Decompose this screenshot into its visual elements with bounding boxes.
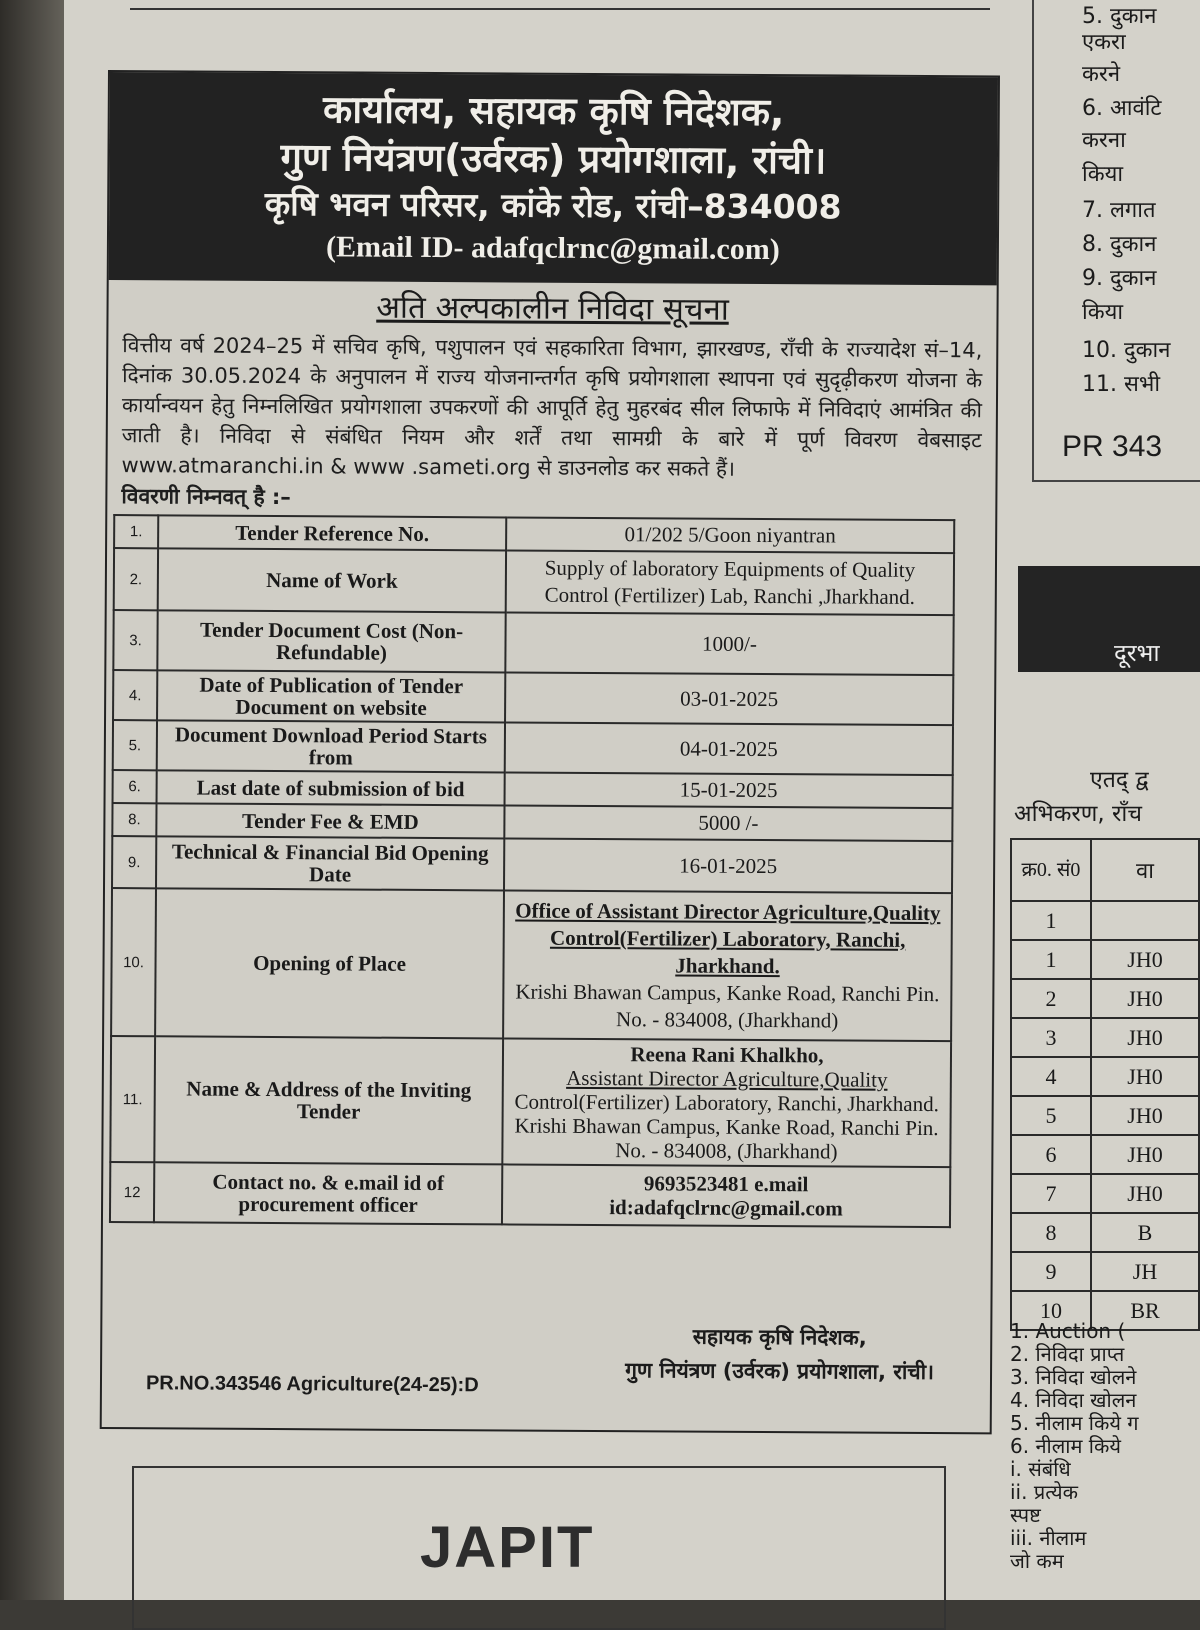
right-line: करना — [1082, 128, 1126, 153]
officer-designation: Assistant Director Agriculture,Quality — [566, 1065, 888, 1092]
intro-paragraph: वित्तीय वर्ष 2024–25 में सचिव कृषि, पशुपालन एवं सहकारिता विभाग, झारखण्ड, राँची के राज्यादेश सं–14, दिनांक 30.05.2024 के अनुपालन में राज्य योजनान्तर्गत कृषि प्रयोगशाला स्थापना एवं सुदृढ़ीकरण योजना के कार्यान्वयन हेतु निम्नलिखित प्रयोगशाला उपकरणों की आपूर्ति हेतु मुहरबंद सील लिफाफे में निविदाएं आमंत्रित की जाती है। निविदा से संबंधित नियम और शर्तें तथा सामग्री के बारे में पूर्ण विवरण वेबसाइट www.atmaranchi.in & www .sameti.org से डाउनलोड कर सकते हैं। — [121, 333, 983, 481]
table-row — [112, 803, 952, 841]
row-label: Technical & Financial Bid Opening Date — [156, 836, 504, 890]
right-list-item: 5. नीलाम किये ग — [1010, 1411, 1139, 1435]
row-value: 01/202 5/Goon niyantran — [506, 517, 954, 553]
right-row-sn: 1 — [1011, 940, 1091, 979]
signature-block — [625, 1319, 934, 1389]
right-table-row — [1011, 1174, 1199, 1213]
row-value — [503, 890, 952, 1041]
opening-office: Office of Assistant Director Agriculture,Quality Control(Fertilizer) Laboratory, Ranchi, Jharkhand. — [515, 898, 941, 978]
row-label: Name & Address of the Inviting Tender — [154, 1036, 503, 1164]
row-label: Last date of submission of bid — [157, 770, 505, 805]
right-line: 6. आवंटि — [1082, 96, 1162, 121]
right-row-sn: 1 — [1011, 901, 1091, 940]
row-label: Name of Work — [158, 548, 506, 612]
row-number: 9. — [112, 836, 156, 888]
right-row-value: JH0 — [1091, 1057, 1199, 1096]
right-row-sn: 2 — [1011, 979, 1091, 1018]
row-value — [502, 1038, 951, 1167]
row-label: Tender Fee & EMD — [156, 803, 504, 838]
right-row-sn: 5 — [1011, 1096, 1091, 1135]
right-line: एकरा — [1082, 30, 1126, 55]
right-notice-fragment — [1032, 0, 1200, 482]
right-row-value: JH — [1091, 1252, 1199, 1291]
row-label: Opening of Place — [155, 888, 504, 1038]
right-row-value: JH0 — [1091, 979, 1199, 1018]
row-number: 4. — [113, 670, 157, 720]
right-row-value: JH0 — [1091, 1174, 1199, 1213]
right-header-col: वा — [1091, 839, 1199, 901]
right-table-row — [1011, 1057, 1199, 1096]
right-row-value: BR — [1091, 1291, 1199, 1330]
table-row — [110, 1162, 950, 1227]
row-number: 8. — [112, 803, 156, 836]
right-row-sn: 6 — [1011, 1135, 1091, 1174]
pr-number: PR.NO.343546 Agriculture(24-25):D — [145, 1372, 479, 1397]
right-pr-number: PR 343 — [1062, 430, 1163, 463]
page-edge-shadow — [0, 0, 70, 1600]
notice-header — [109, 72, 998, 285]
row-value: 04-01-2025 — [505, 722, 953, 775]
table-row — [114, 515, 954, 553]
right-list-item: i. संबंधि — [1010, 1457, 1071, 1481]
row-number: 6. — [113, 770, 157, 803]
right-line: 7. लगात — [1082, 198, 1156, 223]
right-row-value — [1091, 901, 1199, 940]
row-value: 15-01-2025 — [505, 772, 953, 808]
row-value: 16-01-2025 — [504, 838, 952, 893]
contact-number: 9693523481 e.mail — [643, 1171, 809, 1197]
officer-name: Reena Rani Khalkho, — [630, 1042, 824, 1068]
right-table-row — [1011, 1213, 1199, 1252]
right-text-2: अभिकरण, राँच — [1014, 801, 1142, 827]
table-row — [113, 720, 953, 775]
row-number: 1. — [114, 515, 158, 548]
right-list-item: जो कम — [1010, 1549, 1064, 1573]
right-row-value: JH0 — [1091, 1096, 1199, 1135]
right-line: 10. दुकान — [1082, 338, 1171, 363]
row-label: Tender Document Cost (Non- Refundable) — [157, 610, 505, 672]
right-conditions-list — [1010, 1320, 1200, 1600]
right-text-1: एतद् द्व — [1090, 767, 1149, 793]
details-label: विवरणी निम्नवत् है :– — [121, 484, 291, 510]
right-list-item: 6. नीलाम किये — [1010, 1434, 1121, 1458]
row-number: 11. — [110, 1036, 155, 1162]
right-row-sn: 10 — [1011, 1291, 1091, 1330]
right-table-row — [1011, 1096, 1199, 1135]
row-value: 03-01-2025 — [505, 672, 953, 725]
right-list-item: iii. नीलाम — [1010, 1526, 1087, 1550]
office-name: कार्यालय, सहायक कृषि निदेशक, — [322, 87, 785, 135]
table-row — [113, 770, 953, 808]
right-list-item: स्पष्ट — [1010, 1503, 1041, 1527]
row-value — [502, 1164, 950, 1227]
right-row-value: B — [1091, 1213, 1199, 1252]
row-label: Contact no. & e.mail id of procurement officer — [154, 1162, 502, 1224]
right-table-row — [1011, 979, 1199, 1018]
right-row-sn: 8 — [1011, 1213, 1091, 1252]
signatory-title: सहायक कृषि निदेशक, — [692, 1324, 867, 1350]
row-label: Date of Publication of Tender Document on website — [157, 670, 505, 722]
table-row — [111, 888, 952, 1041]
table-row — [114, 548, 954, 615]
japit-logo: JAPIT — [420, 1515, 595, 1580]
row-number: 12 — [110, 1162, 154, 1222]
right-line: 9. दुकान — [1082, 266, 1157, 291]
right-line: किया — [1082, 300, 1124, 325]
table-row — [113, 610, 953, 675]
right-table-row — [1011, 940, 1199, 979]
right-vehicle-table — [1010, 838, 1200, 1331]
table-row — [112, 836, 952, 893]
right-table-row — [1011, 901, 1199, 940]
right-line: 8. दुकान — [1082, 232, 1157, 257]
row-number: 10. — [111, 888, 156, 1036]
right-header-band — [1018, 566, 1200, 672]
opening-address: Krishi Bhawan Campus, Kanke Road, Ranchi Pin. No. - 834008, (Jharkhand) — [515, 979, 940, 1032]
contact-email: id:adafqclrnc@gmail.com — [609, 1195, 843, 1221]
row-number: 5. — [113, 720, 157, 770]
right-line: किया — [1082, 162, 1124, 187]
table-row — [110, 1036, 951, 1167]
lab-name: गुण नियंत्रण(उर्वरक) प्रयोगशाला, रांची। — [280, 135, 827, 183]
right-table-row — [1011, 1135, 1199, 1174]
right-list-item: ii. प्रत्येक — [1010, 1480, 1078, 1504]
right-band-text: दूरभा — [1114, 639, 1160, 667]
right-line: 5. दुकान — [1082, 4, 1157, 29]
right-row-sn: 9 — [1011, 1252, 1091, 1291]
right-table-row — [1011, 1252, 1199, 1291]
right-table-row — [1011, 1018, 1199, 1057]
row-number: 3. — [113, 610, 157, 670]
right-row-value: JH0 — [1091, 1018, 1199, 1057]
table-row — [113, 670, 953, 725]
office-address: कृषि भवन परिसर, कांके रोड, रांची–834008 — [264, 183, 842, 227]
right-list-item: 3. निविदा खोलने — [1010, 1365, 1137, 1389]
notice-title: अति अल्पकालीन निविदा सूचना — [376, 289, 729, 328]
right-row-sn: 4 — [1011, 1057, 1091, 1096]
row-value: 5000 /- — [504, 805, 952, 841]
tender-notice — [100, 70, 1000, 1434]
right-list-item: 2. निविदा प्राप्त — [1010, 1342, 1125, 1366]
right-line: 11. सभी — [1082, 372, 1161, 397]
row-value: Supply of laboratory Equipments of Quality Control (Fertilizer) Lab, Ranchi ,Jharkhand. — [506, 550, 954, 615]
signatory-office: गुण नियंत्रण (उर्वरक) प्रयोगशाला, रांची। — [625, 1358, 935, 1385]
row-value: 1000/- — [505, 612, 953, 675]
tender-details-table — [109, 514, 955, 1228]
row-number: 2. — [114, 548, 158, 610]
right-row-value: JH0 — [1091, 940, 1199, 979]
right-row-sn: 7 — [1011, 1174, 1091, 1213]
right-row-sn: 3 — [1011, 1018, 1091, 1057]
right-line: करने — [1082, 62, 1121, 87]
right-table-body — [1011, 901, 1199, 1330]
tender-table-body — [112, 515, 954, 893]
right-list-item: 1. Auction ( — [1010, 1320, 1126, 1343]
right-list-item: 4. निविदा खोलन — [1010, 1388, 1137, 1412]
right-header-sn: क्र0. सं0 — [1011, 839, 1091, 901]
right-row-value: JH0 — [1091, 1135, 1199, 1174]
office-email: (Email ID- adafqclrnc@gmail.com) — [325, 230, 780, 267]
row-label: Document Download Period Starts from — [157, 720, 505, 772]
right-table-header — [1011, 839, 1199, 901]
officer-address: Control(Fertilizer) Laboratory, Ranchi, Jharkhand. Krishi Bhawan Campus, Kanke Road, Ranchi Pin. No. - 834008, (Jharkhand) — [514, 1089, 939, 1164]
top-border-fragment — [130, 0, 990, 10]
row-label: Tender Reference No. — [158, 515, 506, 550]
